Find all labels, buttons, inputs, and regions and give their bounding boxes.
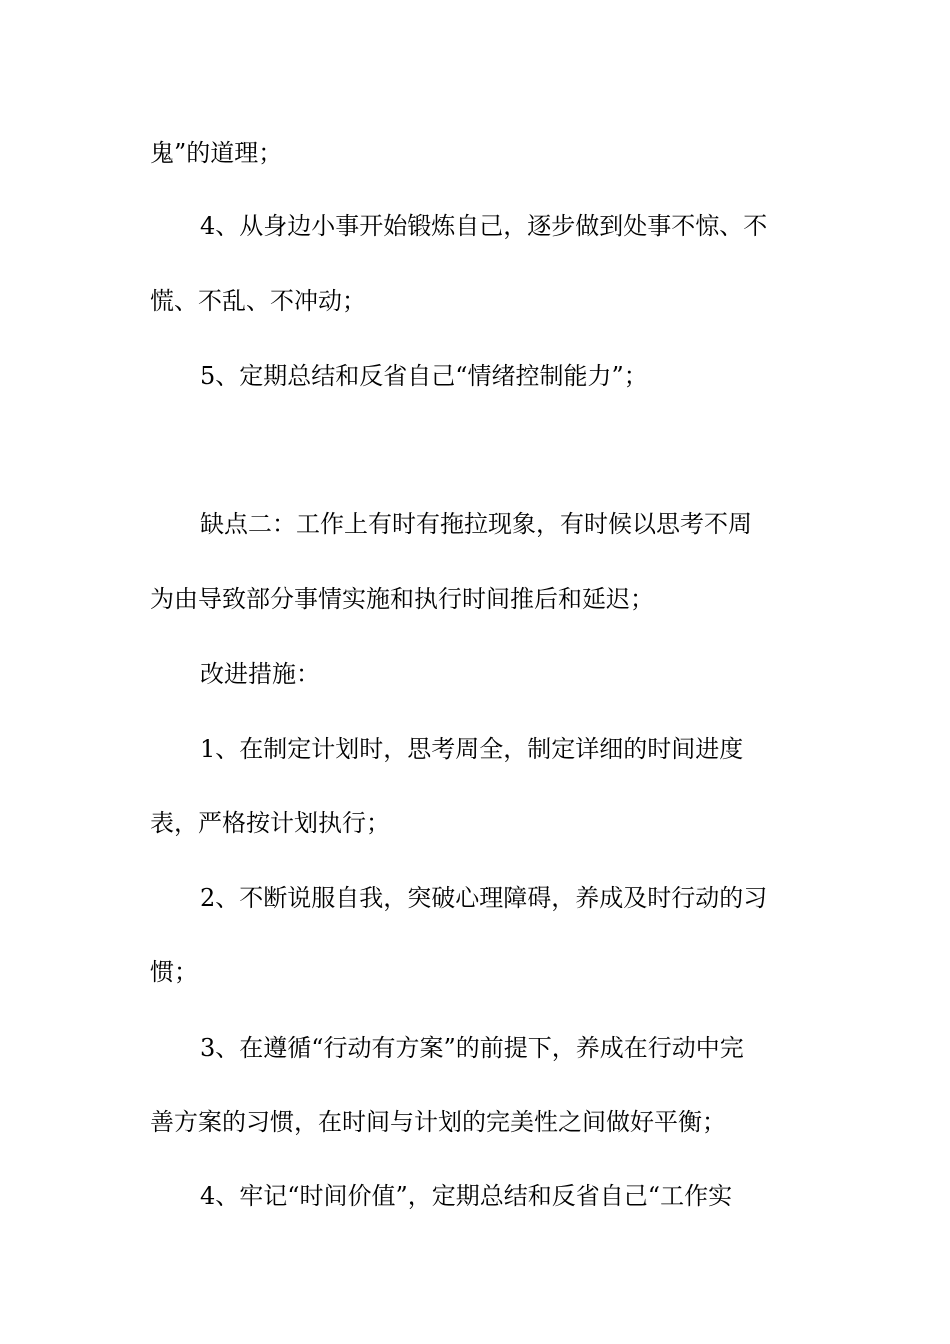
text-line: 1、在制定计划时，思考周全，制定详细的时间进度 (200, 735, 744, 763)
text-line: 为由导致部分事情实施和执行时间推后和延迟； (150, 585, 654, 613)
section-heading: 改进措施： (200, 660, 320, 688)
text-line: 2、不断说服自我，突破心理障碍，养成及时行动的习 (200, 884, 768, 912)
text-line: 惯； (150, 958, 198, 986)
text-line: 慌、不乱、不冲动； (150, 287, 366, 315)
text-line: 4、从身边小事开始锻炼自己，逐步做到处事不惊、不 (200, 212, 768, 240)
text-line: 3、在遵循“行动有方案”的前提下，养成在行动中完 (200, 1034, 744, 1062)
text-line: 善方案的习惯，在时间与计划的完美性之间做好平衡； (150, 1108, 726, 1136)
text-line: 5、定期总结和反省自己“情绪控制能力”； (200, 362, 648, 390)
text-line: 鬼”的道理； (150, 139, 283, 167)
text-line: 缺点二：工作上有时有拖拉现象，有时候以思考不周 (200, 510, 752, 538)
text-line: 表，严格按计划执行； (150, 809, 390, 837)
text-line: 4、牢记“时间价值”，定期总结和反省自己“工作实 (200, 1182, 733, 1210)
